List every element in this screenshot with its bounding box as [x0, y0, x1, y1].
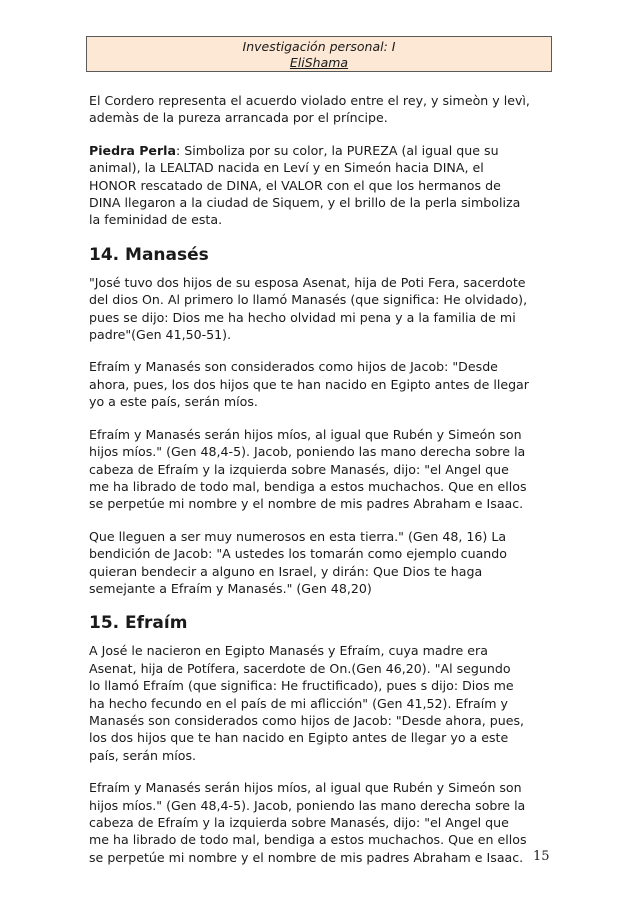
- page-header: [86, 36, 552, 72]
- paragraph-jose-hijos: "José tuvo dos hijos de su esposa Asenat, hija de Poti Fera, sacerdote del dios On. Al primero lo llamó Manasés (que significa: He olvidado), pues se dijo: Dios me ha hecho olvidad mi pena y a la familia de mi padre"(Gen 41,50-51).: [89, 274, 528, 343]
- piedra-perla-text: : Simboliza por su color, la PUREZA (al igual que su animal), la LEALTAD nacida en Leví y en Simeón hacia DINA, el HONOR rescatado de DINA, el VALOR con el que los hermanos de DINA llegaron a la ciudad de Siquem, y el brillo de la perla simboliza la feminidad de esta.: [89, 142, 521, 228]
- paragraph-hijos-jacob: Efraím y Manasés son considerados como hijos de Jacob: "Desde ahora, pues, los dos hijos que te han nacido en Egipto antes de llegar yo a este país, serán míos.: [89, 359, 529, 410]
- paragraph-bendicion-1: Efraím y Manasés serán hijos míos, al igual que Rubén y Simeón son hijos míos." (Gen 48,4-5). Jacob, poniendo las mano derecha sobre la cabeza de Efraím y la izquierda sobre Manasés, dijo: "el Angel que me ha librado de todo mal, bendiga a estos muchachos. Que en ellos se perpetúe mi nombre y el nombre de mis padres Abraham e Isaac.: [89, 426, 527, 512]
- paragraph-efraim-nacimiento: A José le nacieron en Egipto Manasés y Efraím, cuya madre era Asenat, hija de Potífera, sacerdote de On.(Gen 46,20). "Al segundo lo llamó Efraím (que significa: He fructificado), pues s dijo: Dios me ha hecho fecundo en el país de mi aflicción" (Gen 41,52). Efraím y Manasés son considerados como hijos de Jacob: "Desde ahora, pues, los dos hijos que te han nacido en Egipto antes de llegar yo a este país, serán míos.: [89, 643, 525, 763]
- piedra-perla-label: Piedra Perla: [89, 142, 176, 158]
- paragraph-bendicion-3: Efraím y Manasés serán hijos míos, al igual que Rubén y Simeón son hijos míos." (Gen 48,4-5). Jacob, poniendo las mano derecha sobre la cabeza de Efraím y la izquierda sobre Manasés, dijo: "el Angel que me ha librado de todo mal, bendiga a estos muchachos. Que en ellos se perpetúe mi nombre y el nombre de mis padres Abraham e Isaac.: [89, 780, 527, 865]
- header-title: Investigación personal: I: [242, 39, 396, 54]
- document-body: [89, 92, 551, 881]
- paragraph-bendicion-2: Que lleguen a ser muy numerosos en esta tierra." (Gen 48, 16) La bendición de Jacob: "A ustedes los tomarán como ejemplo cuando quieran bendecir a alguno en Israel, y dirán: Que Dios te haga semejante a Efraím y Manasés." (Gen 48,20): [89, 528, 507, 596]
- section-heading-manases: 14. Manasés: [89, 244, 209, 265]
- page-number: 15: [533, 849, 550, 864]
- section-heading-efraim: 15. Efraím: [89, 613, 188, 634]
- header-author: EliShama: [289, 55, 349, 70]
- paragraph-piedra-perla: [89, 142, 551, 229]
- paragraph-cordero: El Cordero representa el acuerdo violado entre el rey, y simeòn y levì, ademàs de la pureza arrancada por el príncipe.: [89, 93, 530, 126]
